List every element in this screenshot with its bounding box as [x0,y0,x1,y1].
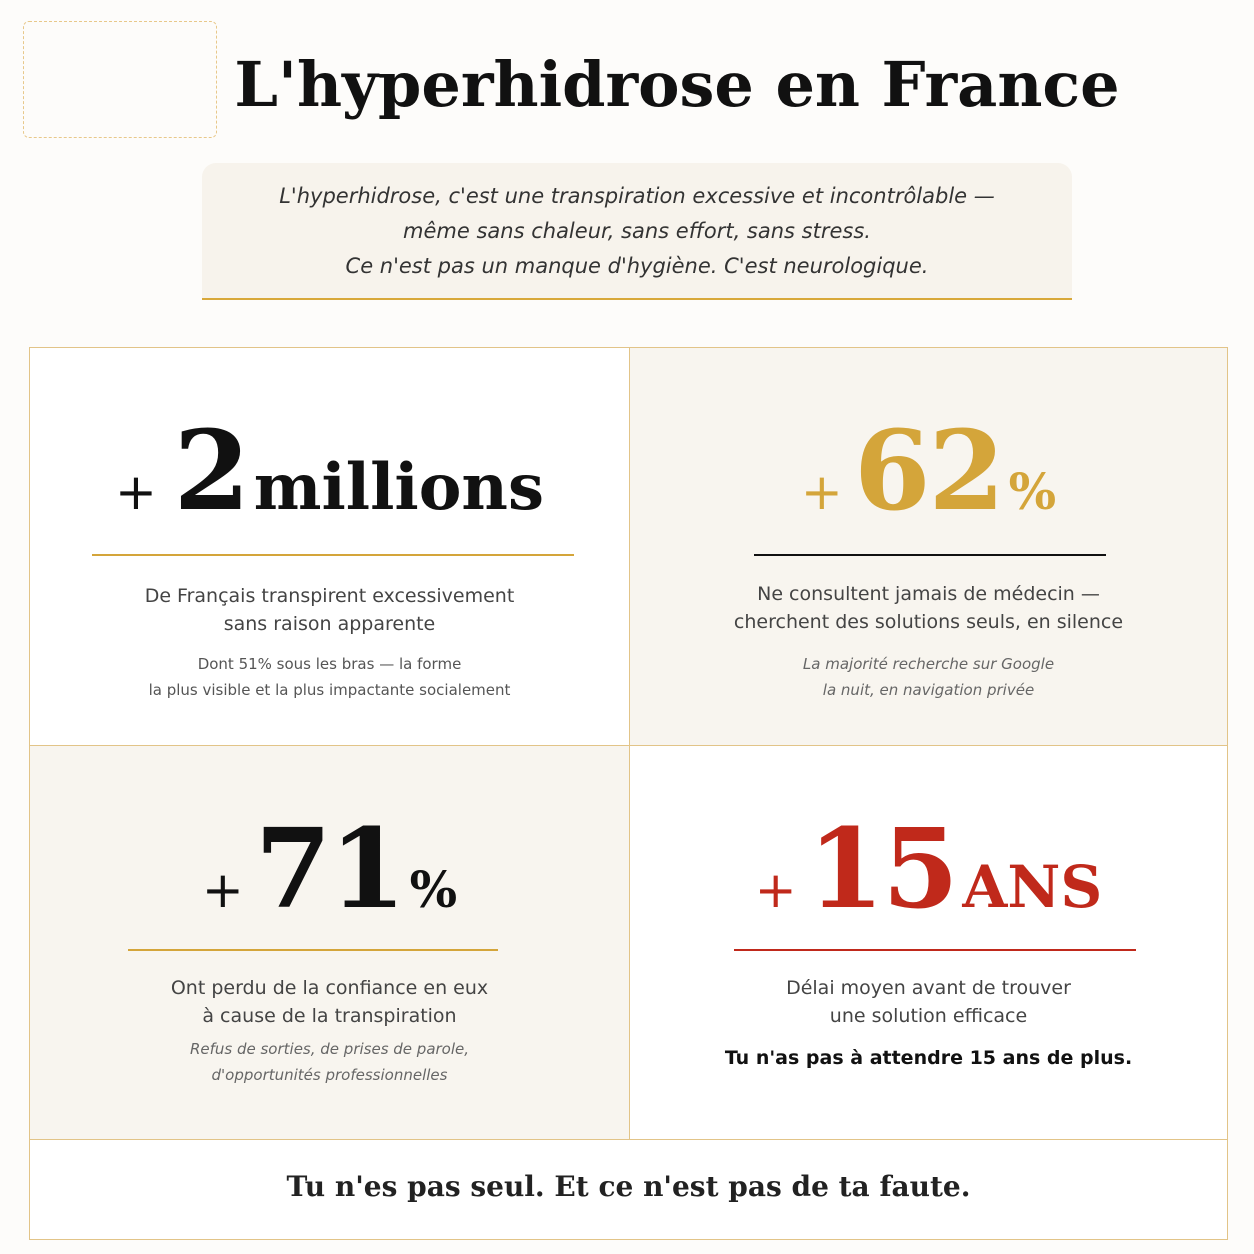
call-to-action-text: Tu n'as pas à attendre 15 ans de plus. [724,1047,1133,1069]
stat-card-71 [30,746,630,1140]
stat-description [630,974,1227,1030]
stat-detail-line: Dont 51% sous les bras — la forme [197,655,462,673]
stat-unit: ANS [962,853,1103,921]
stat-number: 71 [254,804,405,933]
stat-description [30,582,629,638]
stat-value [30,406,629,535]
stat-detail-line: d'opportunités professionnelles [211,1066,448,1084]
stat-unit: millions [253,450,544,525]
stat-number: 2 [173,406,249,535]
stat-description-line: sans raison apparente [223,613,436,635]
closing-statement: Tu n'es pas seul. Et ce n'est pas de ta faute. [286,1170,971,1203]
stat-value [630,804,1227,933]
stat-card-15-ans [630,746,1227,1140]
closing-banner [30,1140,1227,1239]
plus-sign: + [201,861,244,919]
divider [734,949,1136,951]
plus-sign: + [800,463,843,521]
stat-card-62 [630,348,1227,746]
divider [128,949,498,951]
plus-sign: + [115,463,157,521]
divider [754,554,1106,556]
stat-detail [630,651,1227,703]
stat-description-line: cherchent des solutions seuls, en silence [733,611,1124,633]
stat-description-line: une solution efficace [829,1005,1028,1027]
stat-detail [30,1036,629,1088]
stat-description-line: à cause de la transpiration [202,1005,457,1027]
stat-description-line: Délai moyen avant de trouver [786,977,1071,999]
divider [92,554,574,556]
stat-detail-line: la nuit, en navigation privée [822,681,1035,699]
intro-line: même sans chaleur, sans effort, sans stress. [403,219,871,243]
intro-line: Ce n'est pas un manque d'hygiène. C'est neurologique. [345,254,929,278]
stat-description [630,580,1227,636]
stat-description-line: Ont perdu de la confiance en eux [170,977,489,999]
stat-unit: % [1008,462,1057,521]
stats-grid [29,347,1228,1240]
stat-description-line: De Français transpirent excessivement [144,585,515,607]
stat-unit: % [409,860,458,919]
stat-value [630,406,1227,535]
stat-number: 15 [807,804,957,933]
stat-description-line: Ne consultent jamais de médecin — [757,583,1100,605]
page-title: L'hyperhidrose en France [234,48,1120,121]
stat-detail [30,651,629,703]
stat-detail-line: Refus de sorties, de prises de parole, [189,1040,470,1058]
stat-detail-line: La majorité recherche sur Google [802,655,1055,673]
stat-number: 62 [853,406,1004,535]
stat-detail-line: la plus visible et la plus impactante socialement [148,681,511,699]
stat-card-millions [30,348,630,746]
intro-line: L'hyperhidrose, c'est une transpiration excessive et incontrôlable — [279,184,995,208]
stat-description [30,974,629,1030]
plus-sign: + [754,861,797,919]
stat-value [30,804,629,933]
intro-box [202,163,1072,300]
